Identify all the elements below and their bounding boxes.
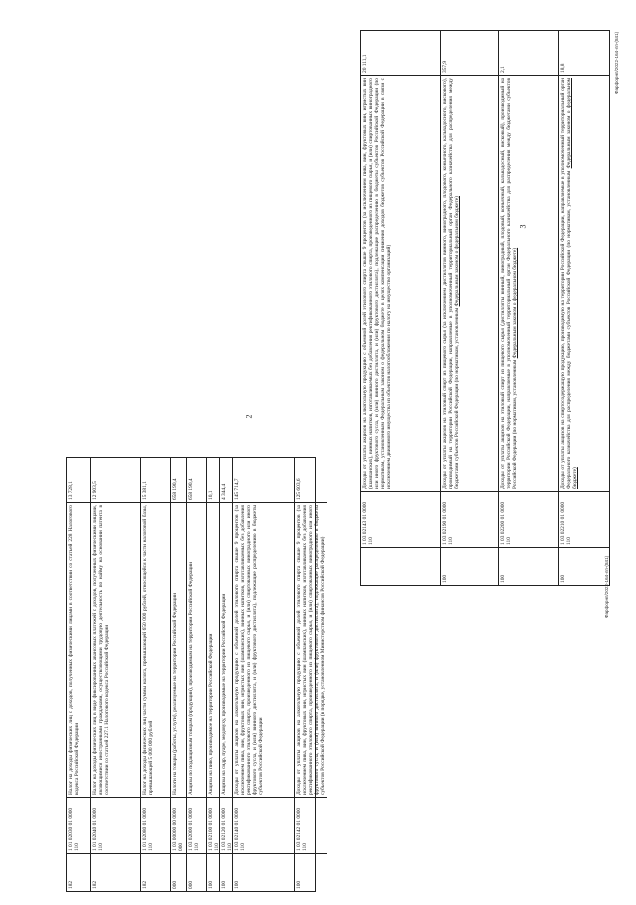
org-code-cell — [499, 547, 558, 585]
amount-cell — [207, 458, 219, 502]
description-cell-text: Налоги на товары (работы, услуги), реализуемые на территории Российской Федерации — [172, 592, 178, 795]
amount-cell-text: 10,1 — [208, 490, 214, 500]
amount-cell-text: 2,1 — [500, 66, 506, 73]
budget-code-cell — [141, 797, 170, 853]
table-row — [295, 458, 327, 891]
table-body-right — [360, 30, 610, 586]
table-row — [67, 458, 91, 891]
description-cell — [220, 502, 232, 797]
underlined-text: Федеральным законом о федеральном бюджете) — [454, 196, 461, 307]
budget-code-cell-text: 1 03 02100 01 0000 110 — [208, 807, 221, 851]
table-row — [91, 458, 141, 891]
table-row — [220, 458, 233, 891]
budget-code-cell-text: 1 01 02080 01 0000 110 — [142, 807, 155, 851]
amount-cell — [295, 458, 327, 502]
budget-code-cell — [361, 491, 440, 547]
budget-code-cell-text: 1 01 02030 01 0000 110 — [68, 807, 81, 851]
amount-cell-text: 145 714,7 — [234, 478, 240, 500]
table-row — [141, 458, 171, 891]
org-code-cell — [233, 853, 294, 891]
table-body-left — [66, 457, 327, 892]
org-code-cell — [187, 853, 206, 891]
table-row — [233, 458, 295, 891]
budget-code-cell-text: 1 03 02142 01 0000 110 — [296, 807, 309, 851]
org-code-cell-text: 182 — [92, 880, 98, 889]
org-code-cell — [441, 547, 498, 585]
budget-code-cell — [207, 797, 219, 853]
description-cell — [207, 502, 219, 797]
description-cell — [295, 502, 327, 797]
org-code-cell-text: 100 — [500, 574, 506, 583]
amount-cell — [220, 458, 232, 502]
org-code-cell-text: 100 — [221, 880, 227, 889]
description-cell-text: Налог на доходы физических лиц с доходов, полученных физическими лицами в соответствии со статьей 228 Налогового кодекса Российской Федерации — [68, 505, 81, 795]
budget-code-cell — [295, 797, 327, 853]
budget-code-cell-text: 1 03 02200 01 0000 110 — [500, 501, 513, 545]
description-cell — [441, 75, 498, 491]
description-cell — [171, 502, 186, 797]
org-code-cell-text: 000 — [172, 880, 178, 889]
org-code-cell-text: 000 — [188, 880, 194, 889]
budget-code-cell — [171, 797, 186, 853]
amount-cell — [233, 458, 294, 502]
org-code-cell — [220, 853, 232, 891]
org-code-cell — [67, 853, 90, 891]
description-cell-text: Налог на доходы физических лиц части суммы налога, превышающей 650 000 рублей, относящейся к части налоговой базы, превышающей 5 000 000 рублей — [142, 505, 155, 795]
amount-cell — [141, 458, 170, 502]
budget-code-cell-text: 1 03 02000 01 0000 110 — [188, 807, 201, 851]
description-cell-text: Налог на доходы физических лиц в виде фиксированных авансовых платежей с доходов, полученных физическими лицами, являющимися иностранными гражданами, осуществляющими трудовую деятельность по найму на основании патента в соответствии со статьей 227.1 Налогового кодекса Российской Федерации — [92, 505, 111, 795]
org-code-cell — [295, 853, 327, 891]
underlined-text: Федеральным законом о федеральном бюджете) — [512, 247, 519, 359]
description-cell — [141, 502, 170, 797]
table-row — [441, 31, 499, 585]
budget-code-cell — [499, 491, 558, 547]
amount-cell — [67, 458, 90, 502]
budget-code-cell-text: 1 03 02190 01 0000 110 — [442, 501, 455, 545]
org-code-cell — [171, 853, 186, 891]
description-cell-text: Доходы от уплаты акцизов на алкогольную продукцию с объемной долей этилового спирта свыше 9 процентов (за исключением пива, вин, фруктовых вин, игристых вин (шампанских), винных напитков, изготавливаемых без добавления ректификованного этилового спирта, произведенного из пищевого сырья, и (или) спиртованных виноградного или иного фруктового сусла, и (или) винного дистиллята, и (или) фруктового дистиллята), подлежащие распределению в бюджеты субъектов Российской Федерации (в порядке, установленном Министерством финансов Российской Федерации) — [296, 505, 327, 795]
table-row — [499, 31, 559, 585]
budget-code-cell — [91, 797, 140, 853]
amount-cell-text: 12 903,5 — [92, 481, 98, 500]
org-code-cell-text: 100 — [208, 880, 214, 889]
page-number-left: 2 — [244, 414, 254, 419]
description-cell-text: Акцизы на пиво, производимое на территории Российской Федерации — [208, 633, 214, 795]
description-cell — [233, 502, 294, 797]
amount-cell-text: 658 190,4 — [172, 478, 178, 500]
amount-cell — [499, 31, 558, 75]
amount-cell — [559, 31, 609, 75]
amount-cell-text: 125 603,6 — [296, 478, 302, 500]
amount-cell-text: 20 111,1 — [362, 54, 368, 73]
document-stamp-left: Фарфорнп/2022-164-лп-(841) — [604, 555, 609, 618]
budget-code-cell — [187, 797, 206, 853]
org-code-cell — [361, 547, 440, 585]
amount-cell — [441, 31, 498, 75]
budget-code-cell-text: 1 03 02120 01 0000 110 — [221, 807, 234, 851]
description-cell-text: Доходы от уплаты акцизов на алкогольную продукцию с объемной долей этилового спирта свыше 9 процентов (за исключением пива, вин, фруктовых вин, игристых вин (шампанских), винных напитков, изготавливаемых без добавления ректификованного этилового спирта, произведенного из пищевого сырья, и (или) спиртованных виноградного или иного фруктового сусла, и (или) винного дистиллята, и (или) фруктового дистиллята), подлежащие распределению в бюджеты субъектов Российской Федерации (по нормативам, установленным Федеральным законом о федеральном бюджете в целях компенсации снижения доходов бюджетов субъектов Российской Федерации в связи с исключением движимого имущества из объектов налогообложения по налогу на имущество организаций) — [362, 78, 393, 489]
revenue-table-right — [360, 30, 610, 586]
description-cell-text: Доходы от уплаты акцизов на спиртосодержащую продукцию, производимую на территории Российской Федерации, направляемые в уполномоченный территориальный орган Федерального казначейства для распределения между бюджетами субъектов Российской Федерации (по нормативам, установленным — [560, 78, 573, 489]
org-code-cell-text: 100 — [296, 880, 302, 889]
amount-cell-text: 18,8 — [560, 63, 566, 73]
org-code-cell — [141, 853, 170, 891]
budget-code-cell-text: 1 03 02210 01 0000 110 — [560, 501, 573, 545]
amount-cell — [187, 458, 206, 502]
budget-code-cell-text: 1 03 02140 01 0000 110 — [234, 807, 247, 851]
description-cell-text: Доходы от уплаты акцизов на этиловый спирт из пищевого сырья (дистилляты винный, виноградный, плодовый, коньячный, кальвадосный, висковый), производимый на территории Российской Федерации, направляемые в уполномоченный территориальный орган Федерального казначейства для распределения между бюджетами субъектов Российской Федерации (по нормативам, установленным — [500, 78, 519, 489]
amount-cell — [91, 458, 140, 502]
amount-cell-text: 658 190,4 — [188, 478, 194, 500]
description-cell-text: Акцизы на сидр, пуаре, медовуху, производимые на территории Российской Федерации — [221, 593, 227, 795]
amount-cell-text: 357,9 — [442, 60, 448, 73]
org-code-cell-text: 100 — [442, 574, 448, 583]
org-code-cell-text: 100 — [560, 574, 566, 583]
budget-code-cell-text: 1 01 02040 01 0000 110 — [92, 807, 105, 851]
description-cell — [361, 75, 440, 491]
org-code-cell — [91, 853, 140, 891]
page-number-right: 3 — [518, 224, 528, 229]
table-row — [361, 31, 441, 585]
description-cell — [187, 502, 206, 797]
revenue-table-left — [66, 457, 327, 892]
amount-cell-text: 13 728,1 — [68, 481, 74, 500]
org-code-cell-text: 100 — [234, 880, 240, 889]
document-stamp-right: Фарфорнп/2022-164-лп-(841) — [614, 31, 619, 94]
description-cell-text: Акцизы по подакцизным товарам (продукции), производимым на территории Российской Федерации — [188, 561, 194, 795]
budget-code-cell — [220, 797, 232, 853]
table-row — [171, 458, 187, 891]
table-row — [559, 31, 609, 585]
amount-cell — [361, 31, 440, 75]
description-cell-text: Доходы от уплаты акцизов на алкогольную продукцию с объемной долей этилового спирта свыше 9 процентов (за исключением пива, вин, фруктовых вин, игристых вин (шампанских), винных напитков, изготавливаемых без добавления ректификованного этилового спирта, произведенного из пищевого сырья, и (или) спиртованных виноградного или иного фруктового сусла, и (или) винного дистиллята, и (или) фруктового дистиллята), подлежащие распределению в бюджеты субъектов Российской Федерации — [234, 505, 265, 795]
amount-cell — [171, 458, 186, 502]
underlined-text: Федеральным законом о федеральном бюджете) — [566, 78, 579, 489]
budget-code-cell-text: 1 03 02143 01 0000 110 — [362, 501, 375, 545]
description-cell — [559, 75, 609, 491]
org-code-cell-text: 182 — [68, 880, 74, 889]
amount-cell-text: 4 344,4 — [221, 483, 227, 500]
budget-code-cell-text: 1 03 00000 00 0000 000 — [172, 807, 185, 851]
org-code-cell-text: 182 — [142, 880, 148, 889]
description-cell — [499, 75, 558, 491]
org-code-cell — [559, 547, 609, 585]
table-row — [207, 458, 220, 891]
budget-code-cell — [233, 797, 294, 853]
description-cell — [67, 502, 90, 797]
budget-code-cell — [559, 491, 609, 547]
description-cell-text: Доходы от уплаты акцизов на этиловый спирт из пищевого сырья (за исключением дистиллятов винного, виноградного, плодового, коньячного, кальвадосного, вискового), производимый на территории Российской Федерации, направляемые в уполномоченный территориальный орган Федерального казначейства для распределения между бюджетами субъектов Российской Федерации (по нормативам, установленным — [442, 78, 461, 489]
budget-code-cell — [441, 491, 498, 547]
table-row — [187, 458, 207, 891]
description-cell — [91, 502, 140, 797]
org-code-cell — [207, 853, 219, 891]
budget-code-cell — [67, 797, 90, 853]
amount-cell-text: 15 381,1 — [142, 481, 148, 500]
